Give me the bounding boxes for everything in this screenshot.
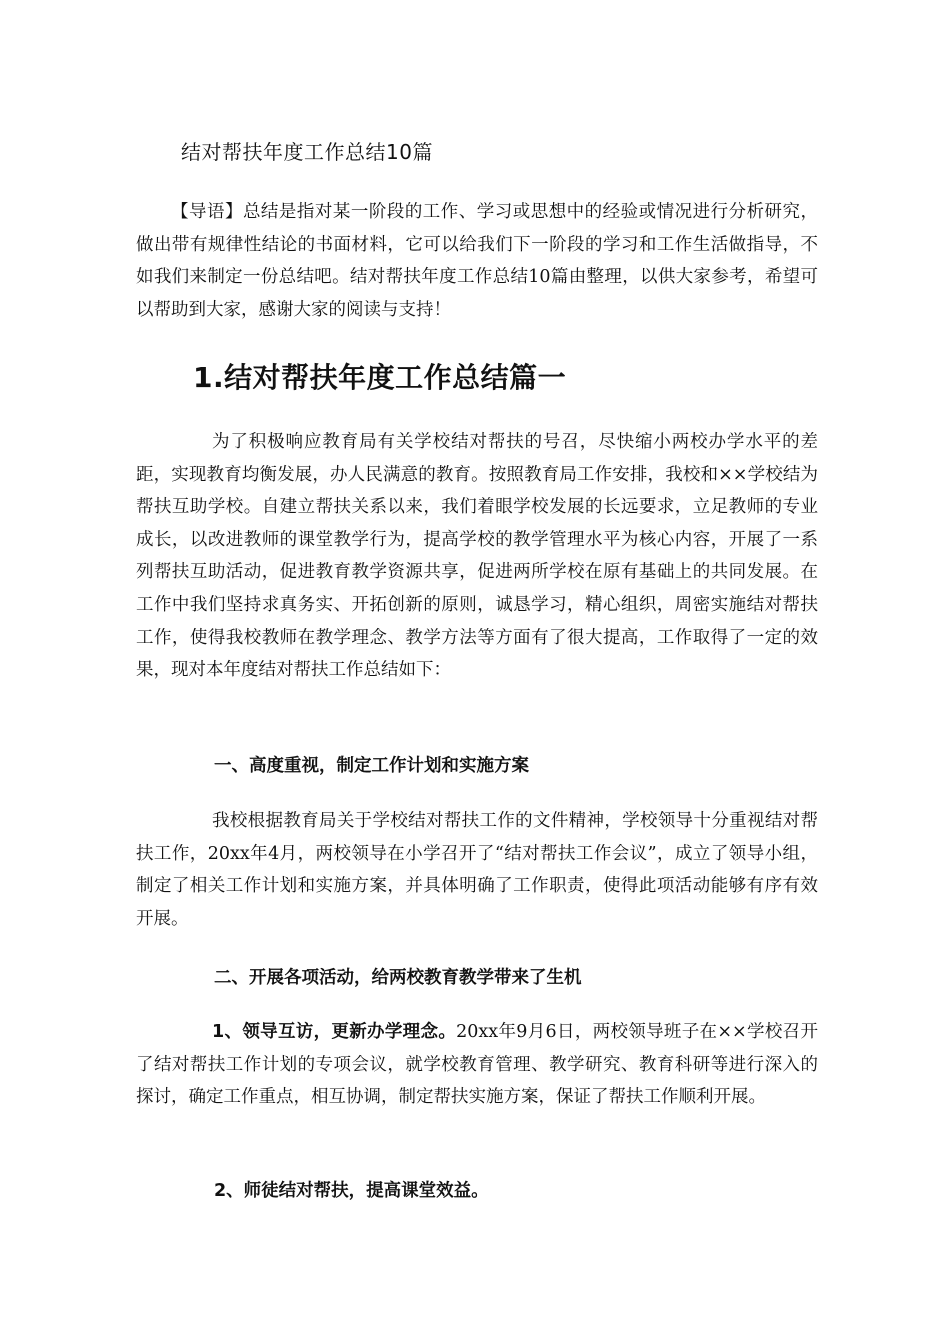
section-heading: 1.结对帮扶年度工作总结篇一 <box>193 361 567 394</box>
body-paragraph-3 <box>136 1016 818 1114</box>
document-title: 结对帮扶年度工作总结10篇 <box>181 140 433 164</box>
subheading-1: 一、高度重视，制定工作计划和实施方案 <box>214 756 529 776</box>
subheading-3: 2、师徒结对帮扶，提高课堂效益。 <box>214 1181 489 1201</box>
paragraph-lead: 1、领导互访，更新办学理念。 <box>212 1022 457 1042</box>
subheading-2: 二、开展各项活动，给两校教育教学带来了生机 <box>214 968 582 988</box>
body-paragraph-2: 我校根据教育局关于学校结对帮扶工作的文件精神，学校领导十分重视结对帮扶工作，20xx年4月，两校领导在小学召开了“结对帮扶工作会议”，成立了领导小组，制定了相关工作计划和实施方案，并具体明确了工作职责，使得此项活动能够有序有效开展。 <box>136 811 818 929</box>
paragraph-body: 20xx年9月6日，两校领导班子在××学校召开了结对帮扶工作计划的专项会议，就学校教育管理、教学研究、教育科研等进行深入的探讨，确定工作重点，相互协调，制定帮扶实施方案，保证了帮扶工作顺利开展。 <box>136 1022 818 1108</box>
intro-paragraph: 【导语】总结是指对某一阶段的工作、学习或思想中的经验或情况进行分析研究，做出带有规律性结论的书面材料，它可以给我们下一阶段的学习和工作生活做指导，不如我们来制定一份总结吧。结对帮扶年度工作总结10篇由整理，以供大家参考，希望可以帮助到大家，感谢大家的阅读与支持！ <box>136 202 818 320</box>
body-paragraph-1: 为了积极响应教育局有关学校结对帮扶的号召，尽快缩小两校办学水平的差距，实现教育均衡发展，办人民满意的教育。按照教育局工作安排，我校和××学校结为帮扶互助学校。自建立帮扶关系以来，我们着眼学校发展的长远要求，立足教师的专业成长，以改进教师的课堂教学行为，提高学校的教学管理水平为核心内容，开展了一系列帮扶互助活动，促进教育教学资源共享，促进两所学校在原有基础上的共同发展。在工作中我们坚持求真务实、开拓创新的原则，诚恳学习，精心组织，周密实施结对帮扶工作，使得我校教师在教学理念、教学方法等方面有了很大提高，工作取得了一定的效果，现对本年度结对帮扶工作总结如下： <box>136 432 818 681</box>
